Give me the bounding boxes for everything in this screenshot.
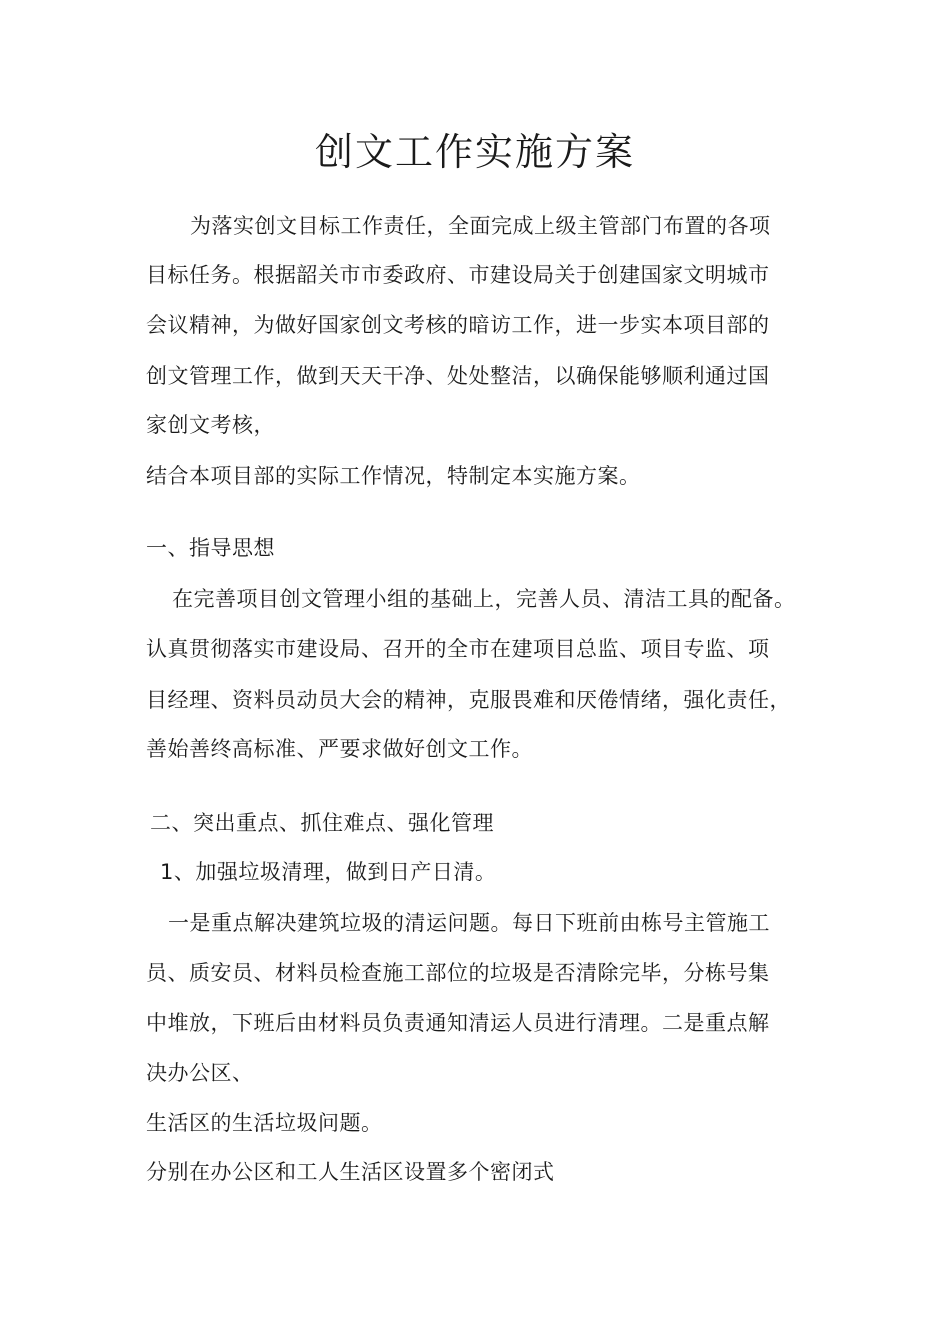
section2-subheading: 1、加强垃圾清理，做到日产日清。 — [160, 860, 497, 884]
section1-line-1: 在完善项目创文管理小组的基础上，完善人员、清洁工具的配备。 — [172, 587, 796, 611]
intro-line-3: 会议精神，为做好国家创文考核的暗访工作，进一步实本项目部的 — [146, 313, 770, 337]
section2-heading: 二、突出重点、抓住难点、强化管理 — [150, 811, 494, 835]
section1-line-4: 善始善终高标准、严要求做好创文工作。 — [146, 737, 533, 761]
document-title: 创文工作实施方案 — [314, 130, 635, 174]
intro-line-4: 创文管理工作，做到天天干净、处处整洁，以确保能够顺利通过国 — [146, 364, 770, 388]
intro-line-6: 结合本项目部的实际工作情况，特制定本实施方案。 — [146, 464, 641, 488]
section2-line-4: 决办公区、 — [146, 1061, 254, 1085]
intro-line-5: 家创文考核， — [146, 413, 275, 437]
section1-line-3: 目经理、资料员动员大会的精神，克服畏难和厌倦情绪，强化责任， — [146, 688, 791, 712]
intro-line-1: 为落实创文目标工作责任，全面完成上级主管部门布置的各项 — [190, 214, 771, 238]
section1-line-2: 认真贯彻落实市建设局、召开的全市在建项目总监、项目专监、项 — [146, 637, 770, 661]
section2-line-5: 生活区的生活垃圾问题。 — [146, 1111, 383, 1135]
section2-line-1: 一是重点解决建筑垃圾的清运问题。每日下班前由栋号主管施工 — [168, 911, 770, 935]
section2-line-6: 分别在办公区和工人生活区设置多个密闭式 — [146, 1160, 555, 1184]
section2-line-2: 员、质安员、材料员检查施工部位的垃圾是否清除完毕，分栋号集 — [146, 961, 770, 985]
section1-heading: 一、指导思想 — [146, 536, 275, 560]
intro-line-2: 目标任务。根据韶关市市委政府、市建设局关于创建国家文明城市 — [146, 263, 770, 287]
section2-line-3: 中堆放，下班后由材料员负责通知清运人员进行清理。二是重点解 — [146, 1011, 770, 1035]
